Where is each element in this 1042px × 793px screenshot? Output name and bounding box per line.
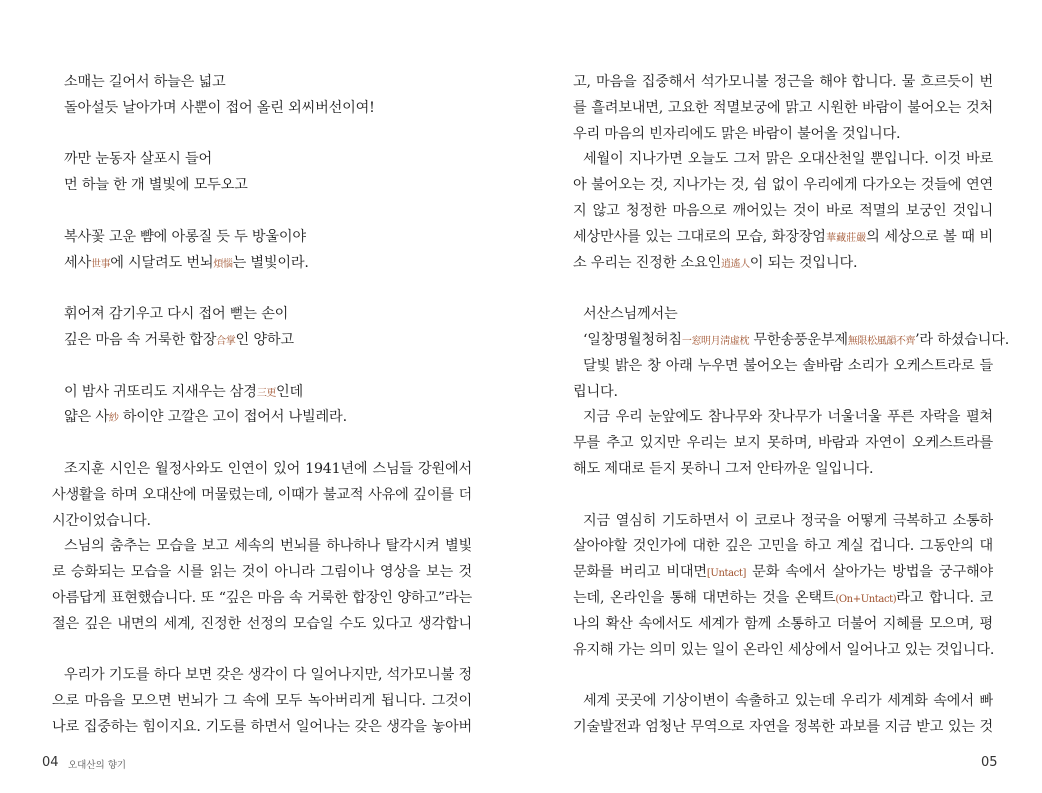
- body-line: ‘일창명월청허침一窓明月淸虛枕 무한송풍운부제無限松風韻不齊’라 하셨습니다.: [583, 331, 1010, 348]
- poem-line: 소매는 길어서 하늘은 넓고: [64, 74, 226, 90]
- body-line: 유지해 가는 의미 있는 일이 온라인 세상에서 일어나고 있는 것입니다.: [573, 641, 995, 658]
- body-line: 세상만사를 있는 그대로의 모습, 화장장엄華藏莊嚴의 세상으로 볼 때 비: [573, 228, 993, 245]
- body-line: 살아야할 것인가에 대한 깊은 고민을 하고 계실 겁니다. 그동안의 대: [573, 538, 993, 555]
- body-line: 달빛 밝은 창 아래 누우면 불어오는 솔바람 소리가 오케스트라로 들: [583, 357, 993, 374]
- body-line: 나로 집중하는 힘이지요. 기도를 하면서 일어나는 갖은 생각을 놓아버: [52, 718, 472, 735]
- hanja-annotation: 紗: [108, 413, 119, 425]
- body-line: 우리가 기도를 하다 보면 갖은 생각이 다 일어나지만, 석가모니불 정: [64, 667, 472, 684]
- body-line: 세월이 지나가면 오늘도 그저 맑은 오대산천일 뿐입니다. 이것 바로: [583, 151, 993, 168]
- right-page: [521, 0, 1042, 793]
- poem-line: 먼 하늘 한 개 별빛에 모두오고: [64, 177, 248, 194]
- body-line: 아름답게 표현했습니다. 또 “깊은 마음 속 거룩한 합장인 양하고”라는: [52, 589, 472, 606]
- page-number: 04: [42, 755, 59, 770]
- body-line: 서산스님께서는: [583, 306, 678, 323]
- page-number: 05: [981, 755, 998, 770]
- hanja-annotation: 三更: [256, 387, 277, 399]
- body-line: 로 승화되는 모습을 시를 읽는 것이 아니라 그림이나 영상을 보는 것: [52, 564, 472, 581]
- poem-line: 돌아설듯 날아가며 사뿐이 접어 올린 외씨버선이여!: [64, 99, 375, 116]
- body-line: 으로 마음을 모으면 번뇌가 그 속에 모두 녹아버리게 됩니다. 그것이: [52, 693, 472, 710]
- body-line: 기술발전과 엄청난 무역으로 자연을 정복한 과보를 지금 받고 있는 것: [573, 718, 993, 735]
- body-line: 세계 곳곳에 기상이변이 속출하고 있는데 우리가 세계화 속에서 빠: [583, 693, 993, 710]
- body-line: 고, 마음을 집중해서 석가모니불 정근을 해야 합니다. 물 흐르듯이 번: [573, 74, 993, 90]
- body-line: 스님의 춤추는 모습을 보고 세속의 번뇌를 하나하나 탈각시켜 별빛: [64, 538, 472, 555]
- poem-line: 세사世事에 시달려도 번뇌煩惱는 별빛이라.: [64, 254, 309, 271]
- hanja-annotation: [Untact]: [706, 568, 746, 580]
- left-text-column: [52, 70, 472, 741]
- hanja-annotation: (On+Untact): [835, 593, 897, 605]
- body-line: 해도 제대로 듣지 못하니 그저 안타까운 일입니다.: [573, 460, 874, 477]
- body-line: 무를 추고 있지만 우리는 보지 못하며, 바람과 자연이 오케스트라를: [573, 435, 993, 452]
- poem-line: 까만 눈동자 살포시 들어: [64, 151, 212, 168]
- running-title: 오대산의 향기: [68, 760, 127, 771]
- poem-line: 깊은 마음 속 거룩한 합장合掌인 양하고: [64, 331, 294, 348]
- body-line: 우리 마음의 빈자리에도 맑은 바람이 불어올 것입니다.: [573, 125, 901, 142]
- body-line: 조지훈 시인은 월정사와도 인연이 있어 1941년에 스님들 강원에서: [64, 460, 472, 477]
- hanja-annotation: 無限松風韻不齊: [847, 335, 916, 347]
- body-line: 소 우리는 진정한 소요인逍遙人이 되는 것입니다.: [573, 254, 858, 271]
- right-text-column: [573, 70, 1010, 741]
- body-line: 나의 확산 속에서도 세계가 함께 소통하고 더불어 지혜를 모으며, 평: [573, 615, 993, 632]
- hanja-annotation: 一窓明月淸虛枕: [681, 335, 750, 347]
- hanja-annotation: 世事: [91, 258, 111, 270]
- body-line: 시간이었습니다.: [52, 512, 151, 529]
- poem-line: 이 밤사 귀또리도 지새우는 삼경三更인데: [64, 383, 304, 400]
- body-line: 아 불어오는 것, 지나가는 것, 쉼 없이 우리에게 다가오는 것들에 연연: [573, 177, 993, 194]
- body-line: 사생활을 하며 오대산에 머물렀는데, 이때가 불교적 사유에 깊이를 더: [52, 486, 472, 503]
- body-line: 지금 우리 눈앞에도 참나무와 잣나무가 너울너울 푸른 자락을 펼쳐: [583, 409, 993, 426]
- body-line: 립니다.: [573, 383, 618, 400]
- body-line: 지 않고 청정한 마음으로 깨어있는 것이 바로 적멸의 보궁인 것입니: [573, 202, 993, 219]
- body-line: 지금 열심히 기도하면서 이 코로나 정국을 어떻게 극복하고 소통하: [583, 512, 993, 529]
- body-line: 문화를 버리고 비대면[Untact] 문화 속에서 살아가는 방법을 궁구해야: [573, 564, 993, 581]
- poem-line: 얇은 사紗 하이얀 고깔은 고이 접어서 나빌레라.: [64, 409, 347, 426]
- poem-line: 복사꽃 고운 뺨에 아롱질 듯 두 방울이야: [64, 228, 306, 245]
- hanja-annotation: 逍遙人: [720, 258, 750, 270]
- body-line: 절은 깊은 내면의 세계, 진정한 선정의 모습일 수도 있다고 생각합니: [52, 615, 472, 632]
- body-line: 를 흘려보내면, 고요한 적멸보궁에 맑고 시원한 바람이 불어오는 것처: [573, 99, 993, 116]
- body-line: 는데, 온라인을 통해 대면하는 것을 온택트(On+Untact)라고 합니다. 코: [573, 589, 993, 606]
- hanja-annotation: 煩惱: [213, 258, 233, 270]
- hanja-annotation: 合掌: [216, 335, 236, 347]
- hanja-annotation: 華藏莊嚴: [825, 232, 867, 244]
- poem-line: 휘어져 감기우고 다시 접어 뻗는 손이: [64, 306, 289, 323]
